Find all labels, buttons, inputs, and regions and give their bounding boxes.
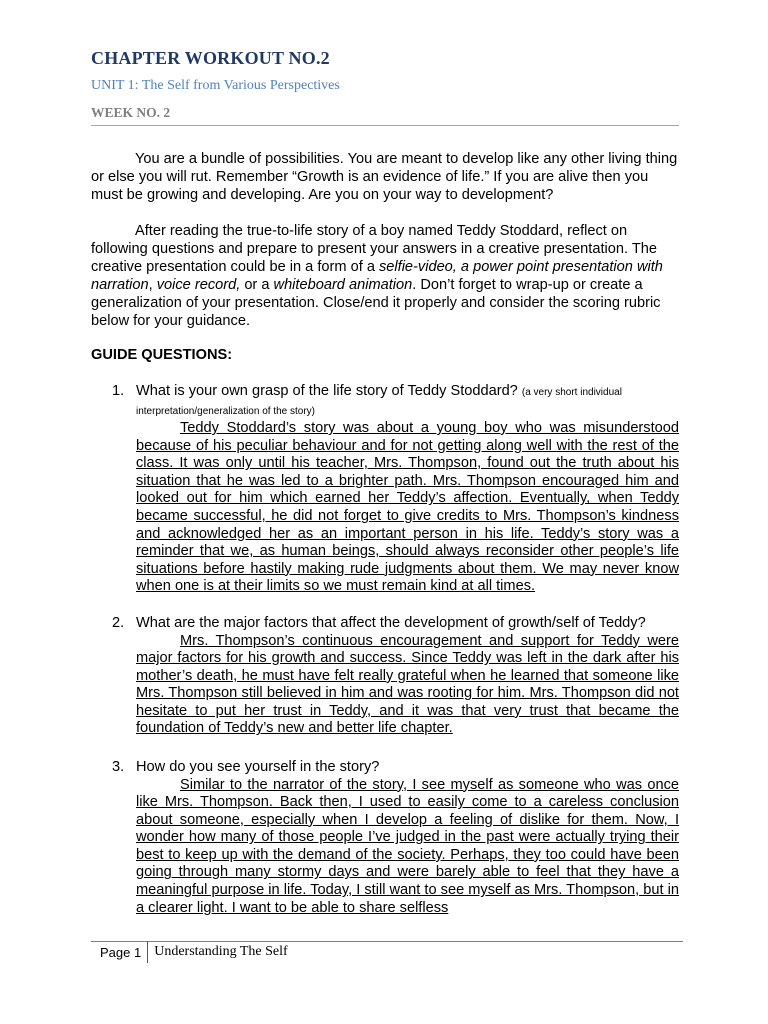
footer-title: Understanding The Self: [154, 944, 288, 959]
answer-1: Teddy Stoddard’s story was about a young boy who was misunderstood because of his peculiar behaviour and for not getting along well with the rest of the class. It was only until his teacher, Mrs. Thompson, found out the truth about his situation that he was led to a brighter path. Mrs. Thompson encouraged him and looked out for him which earned her Teddy’s affection. Eventually, when Teddy became successful, he did not forget to give credits to Mrs. Thompson’s kindness and acknowledged her as an important person in his life. Teddy’s story was a reminder that we, as human beings, should always reconsider other people’s life situations before hastily making rude judgments about them. We may never know when one is at their limits so we must remain kind at all times.: [136, 420, 679, 595]
question-text: What is your own grasp of the life story of Teddy Stoddard? (a very short individual interpretation/generalization of the story): [136, 383, 622, 417]
question-number: 2.: [112, 615, 125, 631]
footer-separator: [147, 941, 148, 963]
question-number: 3.: [112, 759, 125, 775]
question-3: [112, 759, 679, 917]
guide-questions-heading: GUIDE QUESTIONS:: [91, 347, 233, 363]
answer-2: Mrs. Thompson’s continuous encouragement and support for Teddy were major factors for his growth and success. Since Teddy was left in the dark after his mother’s death, he must have felt really grateful when he learned that someone like Mrs. Thompson still believed in him and was rooting for him. Mrs. Thompson did not hesitate to put her trust in Teddy, and it was that very trust that became the foundation of Teddy’s new and better life chapter.: [136, 632, 679, 737]
answer-3: Similar to the narrator of the story, I see myself as someone who was once like Mrs. Thompson. Back then, I used to easily come to a careless conclusion about someone, especially when I develop a feeling of dislike for them. Now, I wonder how many of those people I’ve judged in the past were actually trying their best to keep up with the demand of the society. Perhaps, they too could have been going through many stormy days and were barely able to feel that they have a meaningful purpose in life. Today, I still want to see myself as Mrs. Thompson, but in a clearer light. I want to be able to share selfless: [136, 776, 679, 916]
week-label: WEEK NO. 2: [91, 105, 171, 120]
question-text: How do you see yourself in the story?: [136, 759, 380, 775]
page-footer: [100, 941, 288, 963]
question-1: [112, 383, 679, 596]
page-number: Page 1: [100, 944, 142, 960]
question-number: 1.: [112, 383, 125, 399]
question-note: (a very short individual interpretation/generalization of the story): [136, 387, 622, 417]
header-divider: [91, 125, 679, 126]
question-2: [112, 615, 679, 738]
intro-paragraph-2: After reading the true-to-life story of a boy named Teddy Stoddard, reflect on following questions and prepare to present your answers in a creative presentation. The creative presentation could be in a form of a selfie-video, a power point presentation with narration, voice record, or a whiteboard animation. Don’t forget to wrap-up or create a generalization of your presentation. Close/end it properly and consider the scoring rubric below for your guidance.: [91, 223, 663, 330]
question-text: What are the major factors that affect the development of growth/self of Teddy?: [136, 615, 646, 631]
intro-paragraph-1: You are a bundle of possibilities. You are meant to develop like any other living thing or else you will rut. Remember “Growth is an evidence of life.” If you are alive then you must be growing and developing. Are you on your way to development?: [91, 151, 678, 204]
unit-subtitle: UNIT 1: The Self from Various Perspectives: [91, 78, 340, 93]
chapter-title: CHAPTER WORKOUT NO.2: [91, 48, 330, 68]
